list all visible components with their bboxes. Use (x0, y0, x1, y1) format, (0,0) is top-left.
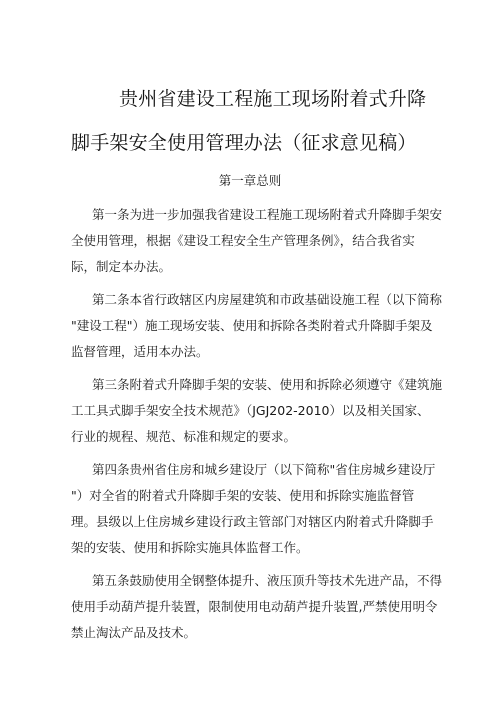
article-2-line-1: 第二条本省行政辖区内房屋建筑和市政基础设施工程（以下简称 (92, 292, 443, 307)
article-5-line-1: 第五条鼓励使用全钢整体提升、液压顶升等技术先进产品，不得 (92, 573, 443, 588)
article-2-line-2: "建设工程"）施工现场安装、使用和拆除各类附着式升降脚手架及 (71, 318, 433, 333)
article-3-line-3: 行业的规程、规范、标准和规定的要求。 (71, 429, 297, 444)
article-4-line-1: 第四条贵州省住房和城乡建设厅（以下简称"省住房城乡建设厅 (92, 462, 436, 477)
article-4-line-4: 架的安装、使用和拆除实施具体监督工作。 (71, 540, 309, 555)
article-3-line-1: 第三条附着式升降脚手架的安装、使用和拆除必须遵守《建筑施 (92, 377, 443, 392)
article-1-line-2: 全使用管理，根据《建设工程安全生产管理条例》，结合我省实 (71, 233, 415, 248)
article-3-line-2: 工工具式脚手架安全技术规范》（JGJ202-2010）以及相关国家、 (71, 403, 430, 418)
article-5-line-3: 禁止淘汰产品及技术。 (71, 625, 197, 640)
article-1-line-1: 第一条为进一步加强我省建设工程施工现场附着式升降脚手架安 (92, 207, 443, 222)
document-title-line-1: 贵州省建设工程施工现场附着式升降 (119, 88, 427, 110)
chapter-heading: 第一章总则 (218, 173, 282, 188)
article-2-line-3: 监督管理，适用本办法。 (71, 344, 209, 359)
article-5-line-2: 使用手动葫芦提升装置，限制使用电动葫芦提升装置,严禁使用明令 (71, 599, 438, 614)
document-title-line-2: 脚手架安全使用管理办法（征求意见稿） (71, 132, 417, 154)
article-4-line-3: 理。县级以上住房城乡建设行政主管部门对辖区内附着式升降脚手 (71, 514, 434, 529)
article-4-line-2: "）对全省的附着式升降脚手架的安装、使用和拆除实施监督管 (71, 488, 415, 503)
article-1-line-3: 际，制定本办法。 (71, 259, 172, 274)
